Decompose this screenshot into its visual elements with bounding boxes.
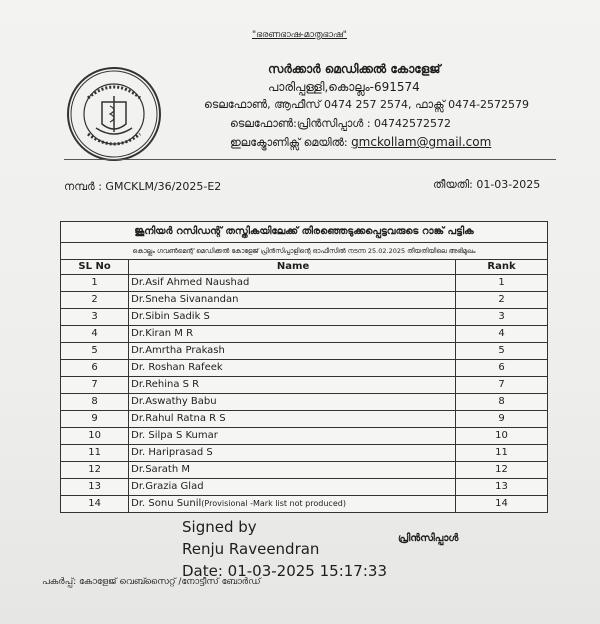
table-row [61,445,548,462]
row-rank: 3 [456,309,548,326]
row-rank: 12 [456,462,548,479]
row-sl-no: 4 [61,326,129,343]
row-name-text: Dr. Roshan Rafeek [131,362,223,373]
row-sl-no: 2 [61,292,129,309]
table-title-row [61,222,548,243]
college-address: പാരിപ്പള്ളി,കൊല്ലം-691574 [268,80,420,94]
email-line [230,135,491,150]
row-rank: 6 [456,360,548,377]
table-row [61,462,548,479]
row-name [129,275,456,292]
row-sl-no: 5 [61,343,129,360]
reference-number: നമ്പർ : GMCKLM/36/2025-E2 [64,180,222,193]
row-name-text: Dr. Sonu Sunil [131,498,202,509]
table-row [61,479,548,496]
row-rank: 2 [456,292,548,309]
row-rank: 5 [456,343,548,360]
header-name: Name [129,260,456,275]
table-row [61,343,548,360]
row-name-text: Dr. Silpa S Kumar [131,430,218,441]
college-seal-icon [66,66,162,162]
row-name [129,496,456,513]
row-name-text: Dr.Aswathy Babu [131,396,217,407]
row-rank: 7 [456,377,548,394]
row-name [129,292,456,309]
table-row [61,309,548,326]
digital-signature [182,516,387,582]
row-name-text: Dr.Sarath M [131,464,190,475]
table-row [61,411,548,428]
table-subtitle-row [61,243,548,260]
table-row [61,496,548,513]
row-sl-no: 6 [61,360,129,377]
row-name-text: Dr.Amrtha Prakash [131,345,225,356]
row-name [129,360,456,377]
row-sl-no: 11 [61,445,129,462]
header-rank: Rank [456,260,548,275]
email-address: gmckollam@gmail.com [351,135,492,149]
row-name-text: Dr.Grazia Glad [131,481,204,492]
row-rank: 9 [456,411,548,428]
email-label: ഇലക്ട്രോണിക്സ് മെയിൽ: [230,136,352,149]
motto: "ഭരണഭാഷ-മാതൃഭാഷ" [252,30,347,40]
row-note: (Provisional -Mark list not produced) [201,499,346,508]
row-name-text: Dr.Rahul Ratna R S [131,413,226,424]
table-row [61,360,548,377]
row-name [129,462,456,479]
principal-phone: ടെലഫോൺ:പ്രിൻസിപ്പാൾ : 04742572572 [230,117,452,130]
row-name [129,445,456,462]
row-name [129,343,456,360]
row-rank: 14 [456,496,548,513]
row-name [129,479,456,496]
row-sl-no: 9 [61,411,129,428]
row-sl-no: 1 [61,275,129,292]
row-name [129,428,456,445]
table-header-row [61,260,548,275]
row-name-text: Dr.Rehina S R [131,379,200,390]
row-sl-no: 12 [61,462,129,479]
row-name-text: Dr.Sneha Sivanandan [131,294,239,305]
row-name [129,411,456,428]
row-rank: 1 [456,275,548,292]
signed-by-label: Signed by [182,518,257,536]
row-rank: 4 [456,326,548,343]
table-row [61,377,548,394]
rank-list-table [60,221,548,513]
table-row [61,275,548,292]
row-name-text: Dr.Kiran M R [131,328,194,339]
principal-label: പ്രിൻസിപ്പാൾ [398,533,459,544]
row-rank: 8 [456,394,548,411]
header-divider [64,159,556,160]
table-row [61,326,548,343]
copy-to-line: പകർപ്പ്: കോളേജ് വെബ്സൈറ്റ് /നോട്ടീസ് ബോർഡ് [42,577,261,587]
office-phone: ടെലഫോൺ, ആഫീസ് 0474 257 2574, ഫാക്സ് 0474-2572579 [204,98,530,111]
document-date: തീയതി: 01-03-2025 [433,178,541,191]
row-sl-no: 10 [61,428,129,445]
table-subtitle: കൊല്ലം ഗവൺമെന്റ് മെഡിക്കൽ കോളേജ് പ്രിൻസിപ്പാളിന്റെ ഓഫീസിൽ നടന്ന 25.02.2025 തീയതിയിലെ അഭിമുഖം [61,243,548,260]
table-row [61,394,548,411]
header-sl-no: SL No [61,260,129,275]
row-sl-no: 3 [61,309,129,326]
row-sl-no: 13 [61,479,129,496]
table-title: ജൂനിയർ റസിഡന്റ് തസ്തികയിലേക്ക് തിരഞ്ഞെടുക്കപ്പെട്ടവരുടെ റാങ്ക് പട്ടിക [61,222,548,243]
row-sl-no: 7 [61,377,129,394]
row-name-text: Dr.Sibin Sadik S [131,311,210,322]
college-name: സർക്കാർ മെഡിക്കൽ കോളേജ് [268,62,441,76]
signer-name: Renju Raveendran [182,540,320,558]
row-name-text: Dr. Hariprasad S [131,447,213,458]
row-name [129,377,456,394]
row-sl-no: 8 [61,394,129,411]
signature-date: Date: 01-03-2025 15:17:33 [182,562,387,580]
row-name [129,309,456,326]
table-row [61,428,548,445]
row-name-text: Dr.Asif Ahmed Naushad [131,277,250,288]
row-name [129,394,456,411]
row-rank: 11 [456,445,548,462]
row-rank: 13 [456,479,548,496]
table-row [61,292,548,309]
row-rank: 10 [456,428,548,445]
row-sl-no: 14 [61,496,129,513]
row-name [129,326,456,343]
